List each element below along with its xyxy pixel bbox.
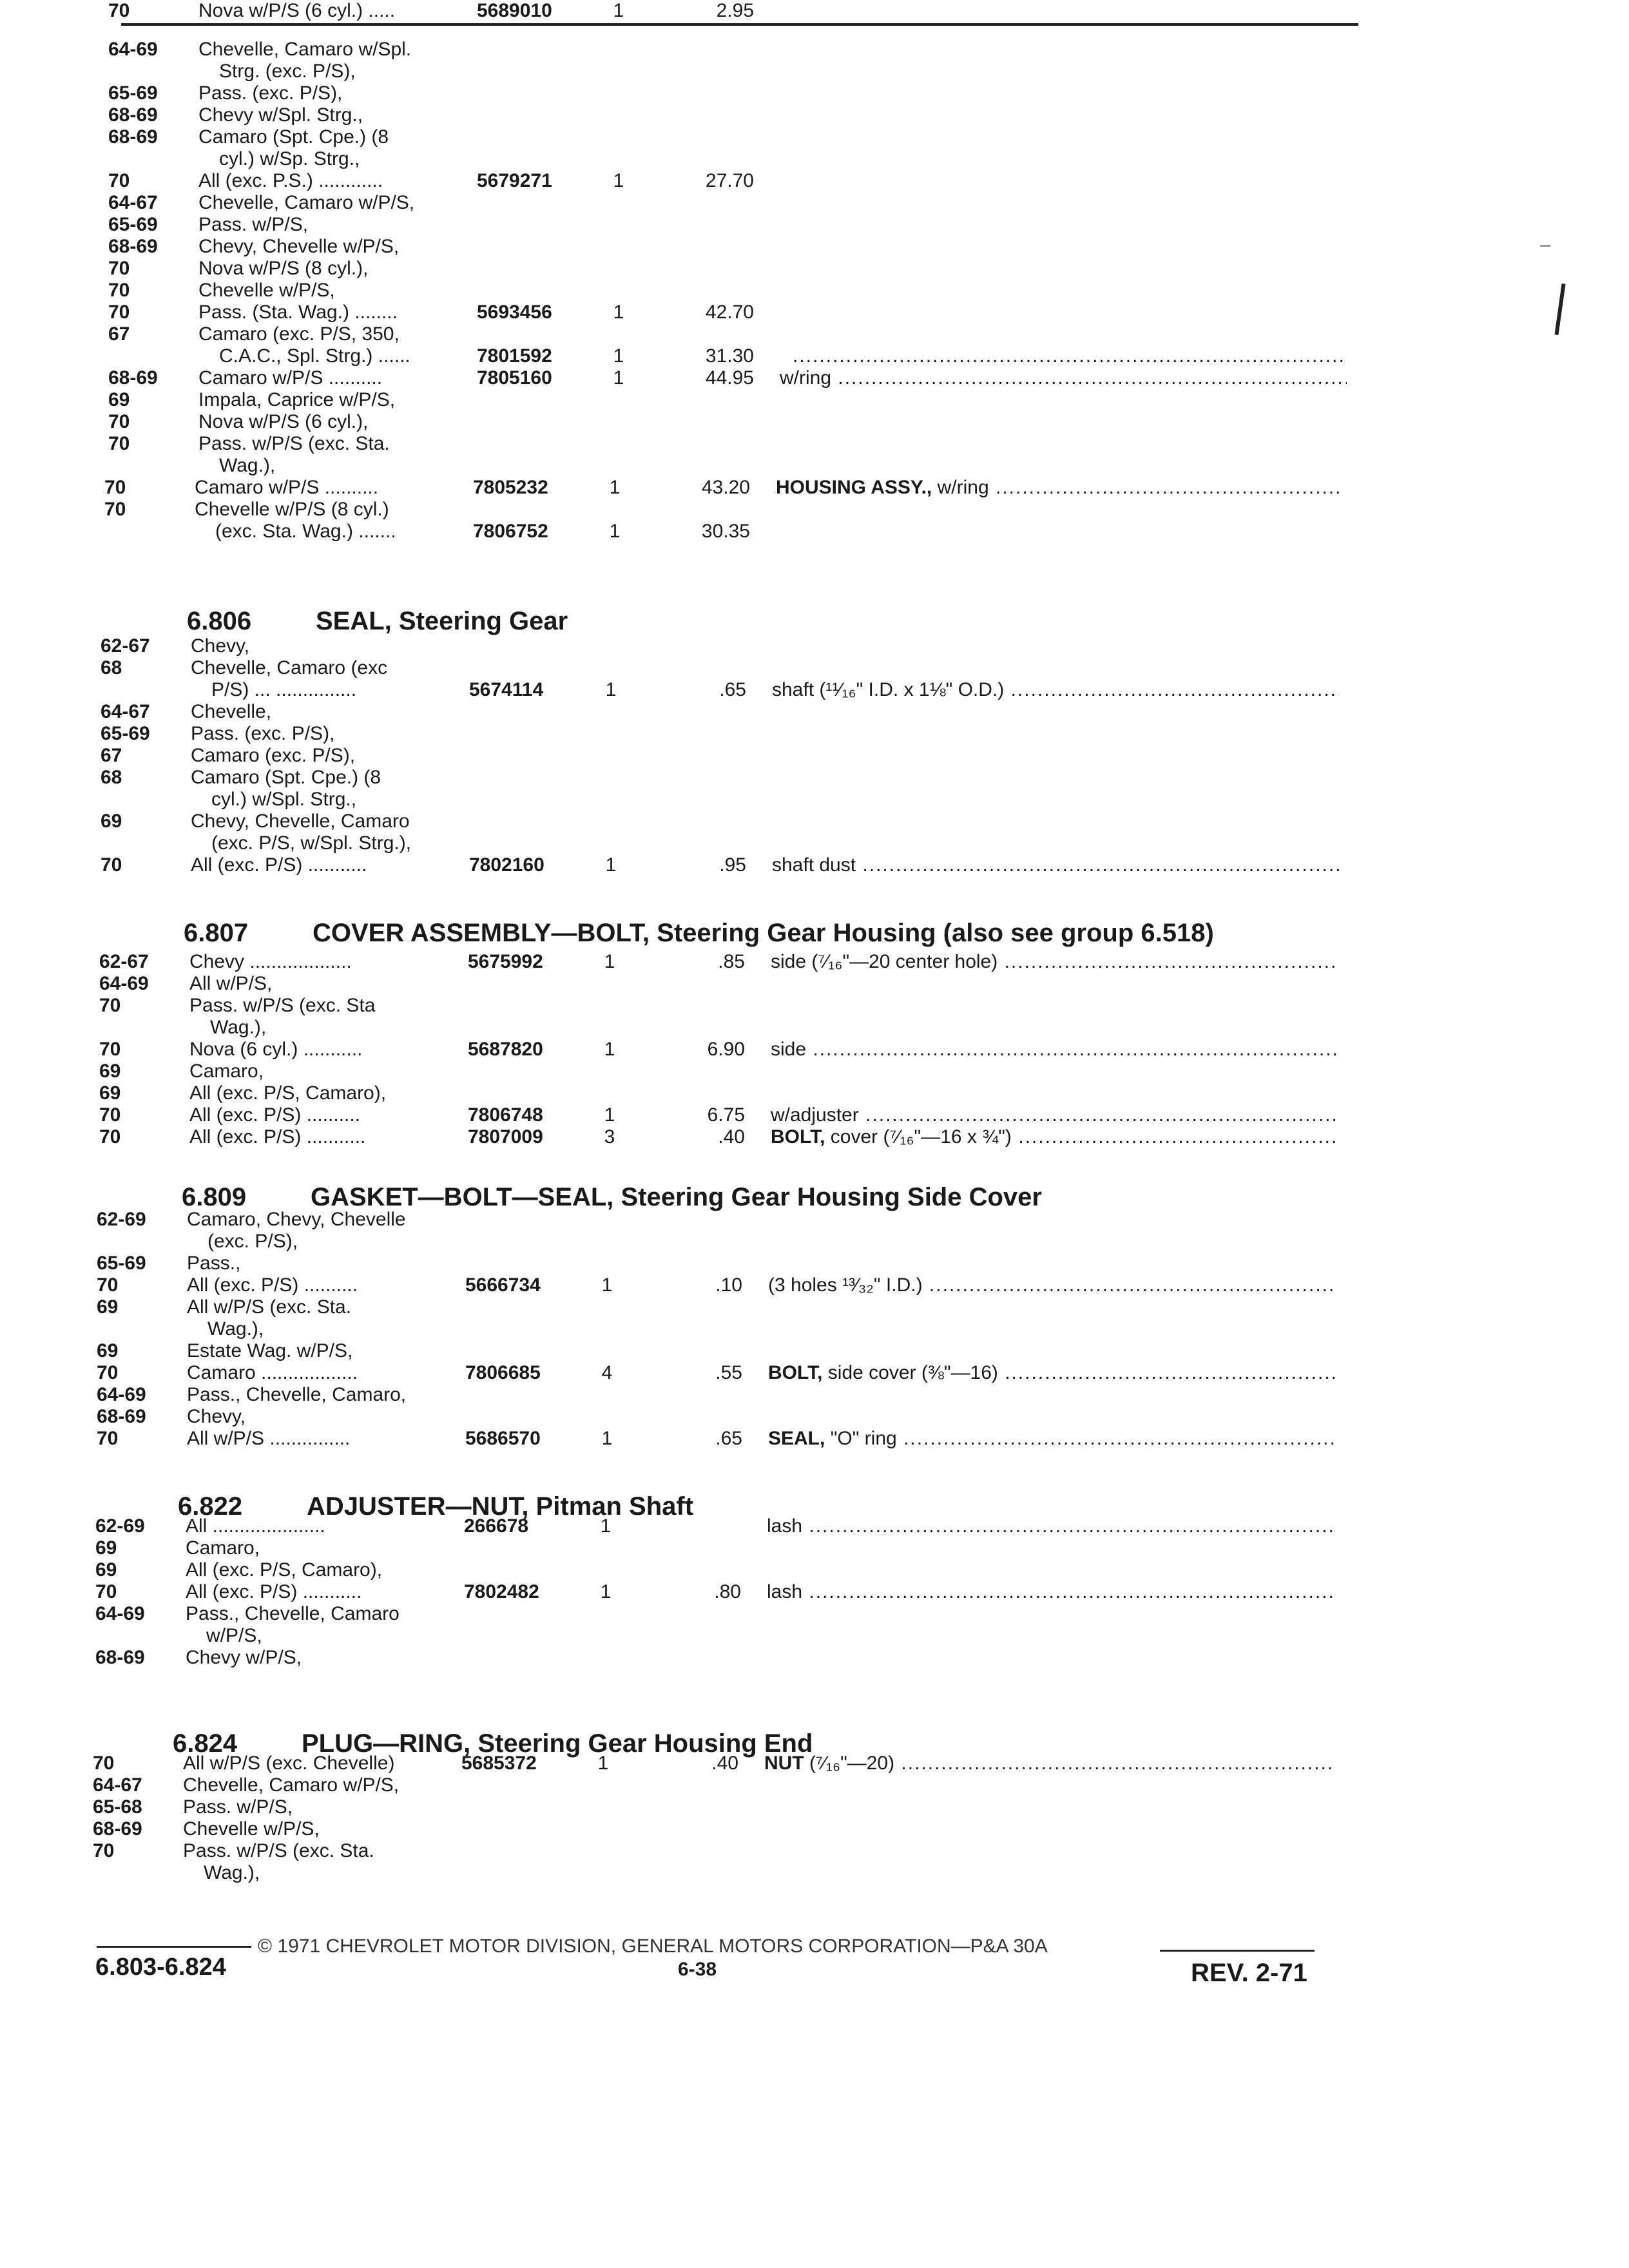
footer-revision: REV. 2-71 bbox=[1191, 1959, 1307, 1987]
model-years: 64-69 bbox=[97, 1384, 146, 1405]
model-years: 68-69 bbox=[95, 1647, 145, 1668]
margin-mark bbox=[1540, 245, 1550, 247]
application: Chevelle w/P/S, bbox=[198, 280, 335, 301]
model-years: 70 bbox=[95, 1581, 117, 1602]
application: Camaro (exc. P/S), bbox=[191, 745, 356, 766]
description-detail: cover (⁷⁄₁₆"—16 x ¾") bbox=[830, 1126, 1012, 1148]
application: P/S) ... ............... bbox=[211, 679, 357, 700]
price: 30.35 bbox=[701, 521, 750, 542]
quantity: 1 bbox=[609, 477, 621, 498]
description-text bbox=[772, 854, 1339, 876]
price: .40 bbox=[718, 1126, 745, 1148]
application: All (exc. P/S, Camaro), bbox=[186, 1559, 383, 1581]
model-years: 65-69 bbox=[108, 82, 158, 104]
model-years: 68-69 bbox=[108, 367, 158, 389]
model-years: 70 bbox=[108, 258, 130, 279]
application: Pass. w/P/S, bbox=[183, 1796, 293, 1818]
application: Pass. w/P/S (exc. Sta. bbox=[183, 1840, 374, 1861]
application: C.A.C., Spl. Strg.) ...... bbox=[219, 345, 410, 367]
application: Pass. w/P/S (exc. Sta bbox=[189, 995, 376, 1016]
footer-copyright: © 1971 CHEVROLET MOTOR DIVISION, GENERAL MOTORS CORPORATION—P&A 30A bbox=[258, 1936, 1048, 1957]
description-keyword: SEAL, bbox=[768, 1428, 825, 1449]
application: All (exc. P/S) ........... bbox=[191, 854, 367, 876]
description-text bbox=[776, 477, 1343, 498]
application: Wag.), bbox=[210, 1017, 267, 1038]
part-description bbox=[771, 1104, 1338, 1126]
description-text bbox=[771, 1126, 1338, 1148]
model-years: 68-69 bbox=[108, 236, 158, 257]
model-years: 69 bbox=[108, 389, 130, 410]
price: .85 bbox=[718, 951, 745, 972]
part-description bbox=[771, 1126, 1338, 1148]
model-years: 68-69 bbox=[108, 104, 158, 126]
model-years: 70 bbox=[99, 1104, 121, 1126]
description-text bbox=[780, 367, 1347, 389]
part-number: 7802160 bbox=[469, 854, 545, 876]
application: Chevy ................... bbox=[189, 951, 352, 972]
application: (exc. P/S), bbox=[207, 1231, 298, 1252]
application: Pass. (exc. P/S), bbox=[198, 82, 343, 104]
section-number: 6.822 bbox=[178, 1492, 243, 1521]
part-number: 7801592 bbox=[477, 345, 552, 367]
application: All w/P/S ............... bbox=[187, 1428, 351, 1449]
price: .10 bbox=[715, 1274, 742, 1296]
description-detail: shaft dust bbox=[772, 854, 856, 876]
part-number: 5674114 bbox=[469, 679, 544, 700]
price: .40 bbox=[711, 1753, 738, 1774]
description-text bbox=[768, 1428, 1335, 1449]
part-description bbox=[776, 477, 1343, 499]
application: Wag.), bbox=[207, 1318, 264, 1340]
model-years: 70 bbox=[104, 477, 126, 498]
model-years: 67 bbox=[108, 323, 130, 345]
price: .65 bbox=[719, 679, 746, 700]
model-years: 70 bbox=[108, 411, 130, 432]
application: All (exc. P/S) .......... bbox=[187, 1274, 358, 1296]
model-years: 65-69 bbox=[108, 214, 158, 235]
quantity: 1 bbox=[604, 951, 615, 972]
application: Pass., bbox=[187, 1253, 241, 1274]
description-leader bbox=[793, 345, 1347, 367]
quantity: 1 bbox=[613, 0, 624, 21]
part-description bbox=[780, 367, 1347, 389]
section-title: COVER ASSEMBLY—BOLT, Steering Gear Housing (also see group 6.518) bbox=[313, 919, 1214, 947]
description-text bbox=[767, 1515, 1334, 1537]
price: 2.95 bbox=[716, 0, 754, 21]
application: Chevelle, Camaro (exc bbox=[191, 657, 388, 678]
model-years: 62-69 bbox=[97, 1209, 146, 1230]
section-title: ADJUSTER—NUT, Pitman Shaft bbox=[307, 1492, 694, 1521]
price: 42.70 bbox=[705, 302, 754, 323]
quantity: 1 bbox=[605, 679, 617, 700]
part-number: 5689010 bbox=[477, 0, 552, 21]
quantity: 1 bbox=[601, 1428, 613, 1449]
description-text bbox=[764, 1753, 1331, 1774]
quantity: 1 bbox=[601, 1274, 613, 1296]
part-number: 5693456 bbox=[477, 302, 552, 323]
section-title: GASKET—BOLT—SEAL, Steering Gear Housing Side Cover bbox=[311, 1183, 1042, 1211]
description-text bbox=[771, 951, 1338, 972]
application: Nova w/P/S (6 cyl.), bbox=[198, 411, 369, 432]
model-years: 70 bbox=[108, 302, 130, 323]
price: 27.70 bbox=[705, 170, 754, 191]
application: Chevy, bbox=[191, 635, 250, 657]
part-number: 266678 bbox=[464, 1515, 529, 1537]
application: Chevy, Chevelle, Camaro bbox=[191, 811, 410, 832]
footer-group-range: 6.803-6.824 bbox=[95, 1954, 226, 1981]
section-number: 6.807 bbox=[184, 919, 249, 947]
description-detail: shaft (¹¹⁄₁₆" I.D. x 1⅛" O.D.) bbox=[772, 679, 1005, 700]
quantity: 1 bbox=[600, 1581, 612, 1602]
application: Chevy w/Spl. Strg., bbox=[198, 104, 363, 126]
application: Pass. w/P/S (exc. Sta. bbox=[198, 433, 390, 454]
part-number: 7802482 bbox=[464, 1581, 539, 1602]
application: Nova w/P/S (8 cyl.), bbox=[198, 258, 369, 279]
part-description bbox=[767, 1581, 1334, 1603]
application: All w/P/S (exc. Chevelle) bbox=[183, 1753, 395, 1774]
quantity: 1 bbox=[600, 1515, 612, 1537]
application: Chevy w/P/S, bbox=[186, 1647, 302, 1668]
part-number: 7805160 bbox=[477, 367, 552, 389]
description-detail: (⁷⁄₁₆"—20) bbox=[809, 1753, 895, 1774]
quantity: 1 bbox=[605, 854, 617, 876]
description-keyword: HOUSING ASSY., bbox=[776, 477, 932, 498]
description-keyword: NUT bbox=[764, 1753, 804, 1774]
application: All (exc. P/S) ........... bbox=[189, 1126, 366, 1148]
application: Camaro .................. bbox=[187, 1362, 358, 1383]
model-years: 65-69 bbox=[101, 723, 150, 744]
quantity: 1 bbox=[604, 1104, 615, 1126]
top-rule bbox=[121, 23, 1358, 26]
quantity: 1 bbox=[613, 367, 624, 389]
application: (exc. Sta. Wag.) ....... bbox=[215, 521, 396, 542]
model-years: 64-69 bbox=[108, 39, 158, 60]
description-detail: w/ring bbox=[780, 367, 832, 389]
model-years: 64-67 bbox=[108, 192, 158, 213]
part-number: 5687820 bbox=[468, 1039, 543, 1060]
model-years: 70 bbox=[97, 1428, 119, 1449]
description-detail: lash bbox=[767, 1515, 803, 1537]
model-years: 70 bbox=[108, 0, 130, 21]
section-number: 6.806 bbox=[187, 607, 252, 635]
application: Chevelle, bbox=[191, 701, 272, 722]
application: Nova w/P/S (6 cyl.) ..... bbox=[198, 0, 396, 21]
section-number: 6.809 bbox=[182, 1183, 247, 1211]
model-years: 70 bbox=[101, 854, 122, 876]
part-description bbox=[764, 1753, 1331, 1774]
price: .65 bbox=[715, 1428, 742, 1449]
application: Camaro (exc. P/S, 350, bbox=[198, 323, 400, 345]
model-years: 70 bbox=[108, 433, 130, 454]
description-text bbox=[772, 679, 1339, 700]
price: .55 bbox=[715, 1362, 742, 1383]
part-number: 5686570 bbox=[465, 1428, 541, 1449]
application: Camaro w/P/S .......... bbox=[195, 477, 379, 498]
description-text bbox=[771, 1039, 1338, 1060]
description-detail: side cover (⅜"—16) bbox=[827, 1362, 998, 1383]
model-years: 70 bbox=[108, 170, 130, 191]
price: .80 bbox=[714, 1581, 741, 1602]
part-description bbox=[768, 1274, 1335, 1296]
application: All (exc. P.S.) ............ bbox=[198, 170, 383, 191]
application: Pass. (Sta. Wag.) ........ bbox=[198, 302, 398, 323]
description-keyword: BOLT, bbox=[771, 1126, 825, 1148]
model-years: 70 bbox=[93, 1840, 115, 1861]
quantity: 3 bbox=[604, 1126, 615, 1148]
part-number: 5685372 bbox=[461, 1753, 537, 1774]
price: 43.20 bbox=[701, 477, 750, 498]
description-detail: w/adjuster bbox=[771, 1104, 859, 1126]
model-years: 69 bbox=[95, 1559, 117, 1581]
quantity: 4 bbox=[601, 1362, 613, 1383]
application: Nova (6 cyl.) ........... bbox=[189, 1039, 363, 1060]
part-number: 7807009 bbox=[468, 1126, 543, 1148]
price: 6.75 bbox=[707, 1104, 745, 1126]
application: Pass. (exc. P/S), bbox=[191, 723, 335, 744]
model-years: 64-69 bbox=[99, 973, 149, 994]
part-number: 7806748 bbox=[468, 1104, 543, 1126]
model-years: 70 bbox=[97, 1274, 119, 1296]
model-years: 70 bbox=[104, 499, 126, 520]
description-keyword: BOLT, bbox=[768, 1362, 823, 1383]
model-years: 62-67 bbox=[101, 635, 150, 657]
application: Chevelle, Camaro w/P/S, bbox=[183, 1774, 400, 1796]
margin-handwritten-mark bbox=[1554, 284, 1565, 335]
part-number: 5675992 bbox=[468, 951, 543, 972]
part-number: 7806685 bbox=[465, 1362, 541, 1383]
model-years: 65-68 bbox=[93, 1796, 142, 1818]
model-years: 68 bbox=[101, 767, 122, 788]
description-detail: lash bbox=[767, 1581, 803, 1602]
application: All ..................... bbox=[186, 1515, 325, 1537]
application: Chevelle, Camaro w/Spl. bbox=[198, 39, 412, 60]
footer-rule-left bbox=[97, 1946, 251, 1948]
application: Pass., Chevelle, Camaro, bbox=[187, 1384, 407, 1405]
model-years: 69 bbox=[97, 1296, 119, 1318]
description-detail: "O" ring bbox=[830, 1428, 897, 1449]
quantity: 1 bbox=[609, 521, 621, 542]
part-description bbox=[768, 1362, 1335, 1384]
application: w/P/S, bbox=[206, 1625, 262, 1646]
application: Chevy, Chevelle w/P/S, bbox=[198, 236, 400, 257]
quantity: 1 bbox=[604, 1039, 615, 1060]
model-years: 65-69 bbox=[97, 1253, 146, 1274]
model-years: 70 bbox=[108, 280, 130, 301]
part-description bbox=[768, 1428, 1335, 1450]
section-number: 6.824 bbox=[173, 1729, 238, 1758]
application: Wag.), bbox=[204, 1862, 260, 1883]
part-number: 5679271 bbox=[477, 170, 552, 191]
application: Chevelle w/P/S, bbox=[183, 1818, 320, 1840]
model-years: 68 bbox=[101, 657, 122, 678]
application: All (exc. P/S) ........... bbox=[186, 1581, 362, 1602]
model-years: 70 bbox=[99, 1039, 121, 1060]
application: Pass., Chevelle, Camaro bbox=[186, 1603, 400, 1624]
footer-page-number: 6-38 bbox=[678, 1959, 717, 1980]
model-years: 64-69 bbox=[95, 1603, 145, 1624]
application: Pass. w/P/S, bbox=[198, 214, 309, 235]
model-years: 69 bbox=[97, 1340, 119, 1361]
part-description bbox=[772, 679, 1339, 701]
model-years: 69 bbox=[95, 1537, 117, 1559]
application: Chevy, bbox=[187, 1406, 246, 1427]
part-description bbox=[767, 1515, 1334, 1537]
section-title: PLUG—RING, Steering Gear Housing End bbox=[302, 1729, 813, 1758]
description-detail: side bbox=[771, 1039, 807, 1060]
description-text bbox=[771, 1104, 1338, 1126]
application: All (exc. P/S, Camaro), bbox=[189, 1082, 387, 1104]
price: .95 bbox=[719, 854, 746, 876]
part-description bbox=[771, 1039, 1338, 1061]
model-years: 64-67 bbox=[93, 1774, 142, 1796]
application: cyl.) w/Sp. Strg., bbox=[219, 148, 360, 169]
part-description bbox=[772, 854, 1339, 876]
model-years: 69 bbox=[101, 811, 122, 832]
price: 44.95 bbox=[705, 367, 754, 389]
quantity: 1 bbox=[613, 170, 624, 191]
application: Camaro, Chevy, Chevelle bbox=[187, 1209, 406, 1230]
model-years: 68-69 bbox=[97, 1406, 146, 1427]
application: All w/P/S (exc. Sta. bbox=[187, 1296, 352, 1318]
part-number: 5666734 bbox=[465, 1274, 541, 1296]
application: Estate Wag. w/P/S, bbox=[187, 1340, 353, 1361]
application: Strg. (exc. P/S), bbox=[219, 61, 356, 82]
description-text bbox=[768, 1362, 1335, 1383]
model-years: 64-67 bbox=[101, 701, 150, 722]
description-detail: w/ring bbox=[937, 477, 989, 498]
footer-rule-right bbox=[1160, 1950, 1315, 1952]
model-years: 69 bbox=[99, 1082, 121, 1104]
application: Camaro (Spt. Cpe.) (8 bbox=[191, 767, 381, 788]
section-title: SEAL, Steering Gear bbox=[316, 607, 568, 635]
application: Camaro (Spt. Cpe.) (8 bbox=[198, 126, 389, 148]
application: Impala, Caprice w/P/S, bbox=[198, 389, 396, 410]
application: All w/P/S, bbox=[189, 973, 273, 994]
price: 31.30 bbox=[705, 345, 754, 367]
application: Camaro, bbox=[186, 1537, 260, 1559]
model-years: 70 bbox=[99, 995, 121, 1016]
application: Wag.), bbox=[219, 455, 276, 476]
application: cyl.) w/Spl. Strg., bbox=[211, 789, 357, 810]
model-years: 70 bbox=[97, 1362, 119, 1383]
model-years: 70 bbox=[93, 1753, 115, 1774]
model-years: 62-67 bbox=[99, 951, 149, 972]
quantity: 1 bbox=[597, 1753, 609, 1774]
price: 6.90 bbox=[707, 1039, 745, 1060]
part-number: 7805232 bbox=[473, 477, 548, 498]
model-years: 67 bbox=[101, 745, 122, 766]
model-years: 68-69 bbox=[108, 126, 158, 148]
part-number: 7806752 bbox=[473, 521, 548, 542]
application: Camaro w/P/S .......... bbox=[198, 367, 383, 389]
description-detail: (3 holes ¹³⁄₃₂" I.D.) bbox=[768, 1274, 923, 1296]
model-years: 62-69 bbox=[95, 1515, 145, 1537]
model-years: 69 bbox=[99, 1061, 121, 1082]
application: (exc. P/S, w/Spl. Strg.), bbox=[211, 832, 412, 854]
model-years: 68-69 bbox=[93, 1818, 142, 1840]
model-years: 70 bbox=[99, 1126, 121, 1148]
part-description bbox=[771, 951, 1338, 973]
quantity: 1 bbox=[613, 345, 624, 367]
description-detail: side (⁷⁄₁₆"—20 center hole) bbox=[771, 951, 998, 972]
description-text bbox=[768, 1274, 1335, 1296]
quantity: 1 bbox=[613, 302, 624, 323]
application: Chevelle, Camaro w/P/S, bbox=[198, 192, 415, 213]
application: Camaro, bbox=[189, 1061, 264, 1082]
application: All (exc. P/S) .......... bbox=[189, 1104, 361, 1126]
description-text bbox=[767, 1581, 1334, 1602]
application: Chevelle w/P/S (8 cyl.) bbox=[195, 499, 389, 520]
